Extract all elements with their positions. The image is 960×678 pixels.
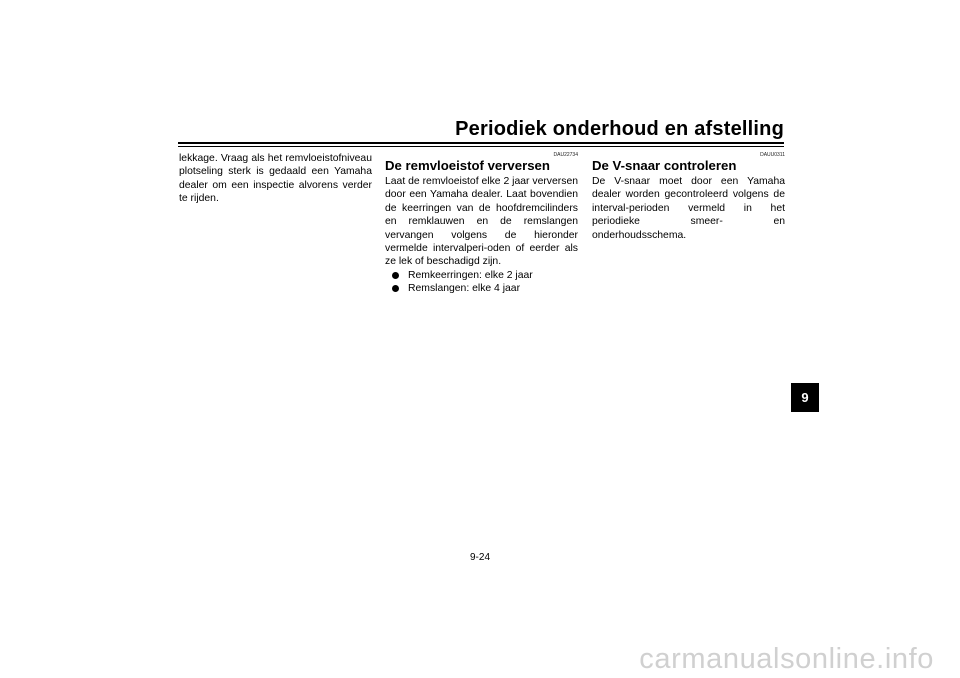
section-code: DAUU0311 [760,152,785,158]
bullet-icon [392,285,399,292]
list-item-text: Remkeerringen: elke 2 jaar [408,269,533,281]
section-heading-brake-fluid: De remvloeistof verversen [385,158,550,173]
bullet-list [385,269,578,296]
section-heading-v-belt: De V-snaar controleren [592,158,737,173]
list-item-text: Remslangen: elke 4 jaar [408,283,521,295]
header-rule [178,142,784,144]
continued-paragraph: lekkage. Vraag als het remvloeistofniveau plotseling sterk is gedaald een Yamaha dealer om een inspectie alvorens verder te rijden. [179,153,372,205]
column-middle [385,152,578,296]
section-code: DAU22734 [553,152,578,158]
column-right [592,152,785,242]
page-title: Periodiek onderhoud en afstelling [455,118,784,140]
page-number: 9-24 [469,552,490,563]
watermark: carmanualsonline.info [639,643,934,675]
section-paragraph: Laat de remvloeistof elke 2 jaar verversen door een Yamaha dealer. Laat bovendien de keerringen van de hoofdremcilinders en remklauwen en de remslangen vervangen volgens de hieronder vermelde intervalperi-oden of eerder als ze lek of beschadigd zijn. [385,176,578,268]
chapter-tab: 9 [791,383,819,412]
header-rule-thin [178,146,784,147]
section-paragraph: De V-snaar moet door een Yamaha dealer worden gecontroleerd volgens de interval-perioden vermeld in het periodieke smeer- en onderhoudsschema. [592,176,785,241]
column-left [179,152,372,206]
bullet-icon [392,272,399,279]
list-item [385,269,578,282]
list-item [385,282,578,295]
